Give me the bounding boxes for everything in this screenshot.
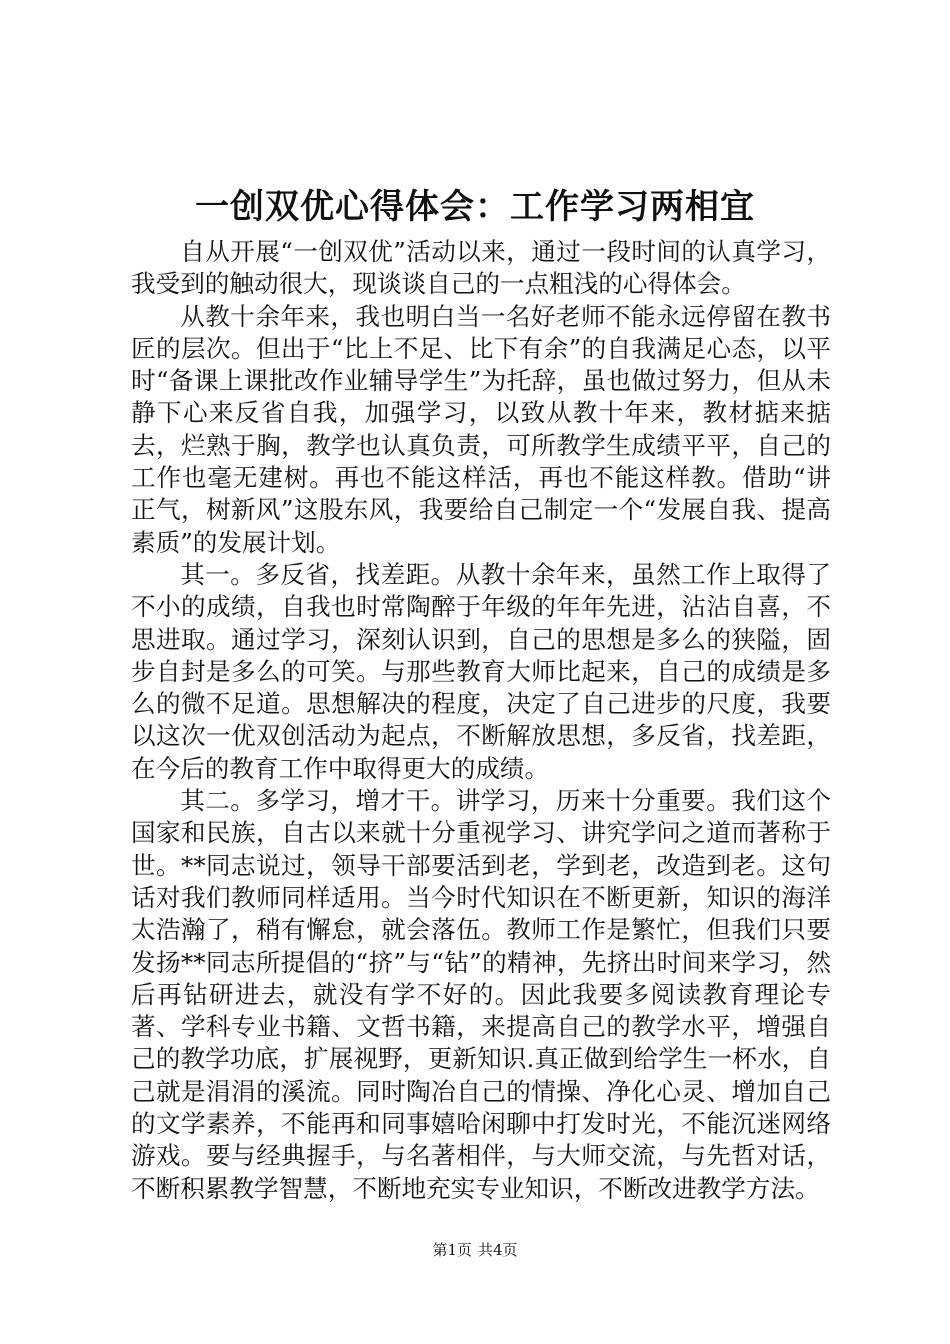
page-total: 共4页 (478, 1241, 518, 1259)
paragraph: 其二。多学习，增才干。讲学习，历来十分重要。我们这个国家和民族，自古以来就十分重视学习、讲究学问之道而著称于世。**同志说过，领导干部要活到老，学到老，改造到老。这句话对我们教师同样适用。当今时代知识在不断更新，知识的海洋太浩瀚了，稍有懈怠，就会落伍。教师工作是繁忙，但我们只要发扬**同志所提倡的“挤”与“钻”的精神，先挤出时间来学习，然后再钻研进去，就没有学不好的。因此我要多阅读教育理论专著、学科专业书籍、文哲书籍，来提高自己的教学水平，增强自己的教学功底，扩展视野，更新知识.真正做到给学生一杯水，自己就是涓涓的溪流。同时陶冶自己的情操、净化心灵、增加自己的文学素养，不能再和同事嬉哈闲聊中打发时光，不能沉迷网络游戏。要与经典握手，与名著相伴，与大师交流，与先哲对话，不断积累教学智慧，不断地充实专业知识，不断改进教学方法。 (131, 786, 831, 1203)
paragraph: 自从开展“一创双优”活动以来，通过一段时间的认真学习，我受到的触动很大，现谈谈自己的一点粗浅的心得体会。 (131, 237, 831, 299)
document-title: 一创双优心得体会：工作学习两相宜 (195, 187, 755, 227)
paragraph: 从教十余年来，我也明白当一名好老师不能永远停留在教书匠的层次。但出于“比上不足、比下有余”的自我满足心态，以平时“备课上课批改作业辅导学生”为托辞，虽也做过努力，但从未静下心来反省自我，加强学习，以致从教十年来，教材掂来掂去，烂熟于胸，教学也认真负责，可所教学生成绩平平，自己的工作也毫无建树。再也不能这样活，再也不能这样教。借助“讲正气，树新风”这股东风，我要给自己制定一个“发展自我、提高素质”的发展计划。 (131, 301, 831, 557)
page-number: 第1页 (432, 1241, 472, 1259)
document-body (131, 236, 831, 1205)
paragraph: 其一。多反省，找差距。从教十余年来，虽然工作上取得了不小的成绩，自我也时常陶醉于年级的年年先进，沾沾自喜，不思进取。通过学习，深刻认识到，自己的思想是多么的狭隘，固步自封是多么的可笑。与那些教育大师比起来，自己的成绩是多么的微不足道。思想解决的程度，决定了自己进步的尺度，我要以这次一优双创活动为起点，不断解放思想，多反省，找差距，在今后的教育工作中取得更大的成绩。 (131, 559, 831, 783)
page-footer (0, 1238, 950, 1262)
